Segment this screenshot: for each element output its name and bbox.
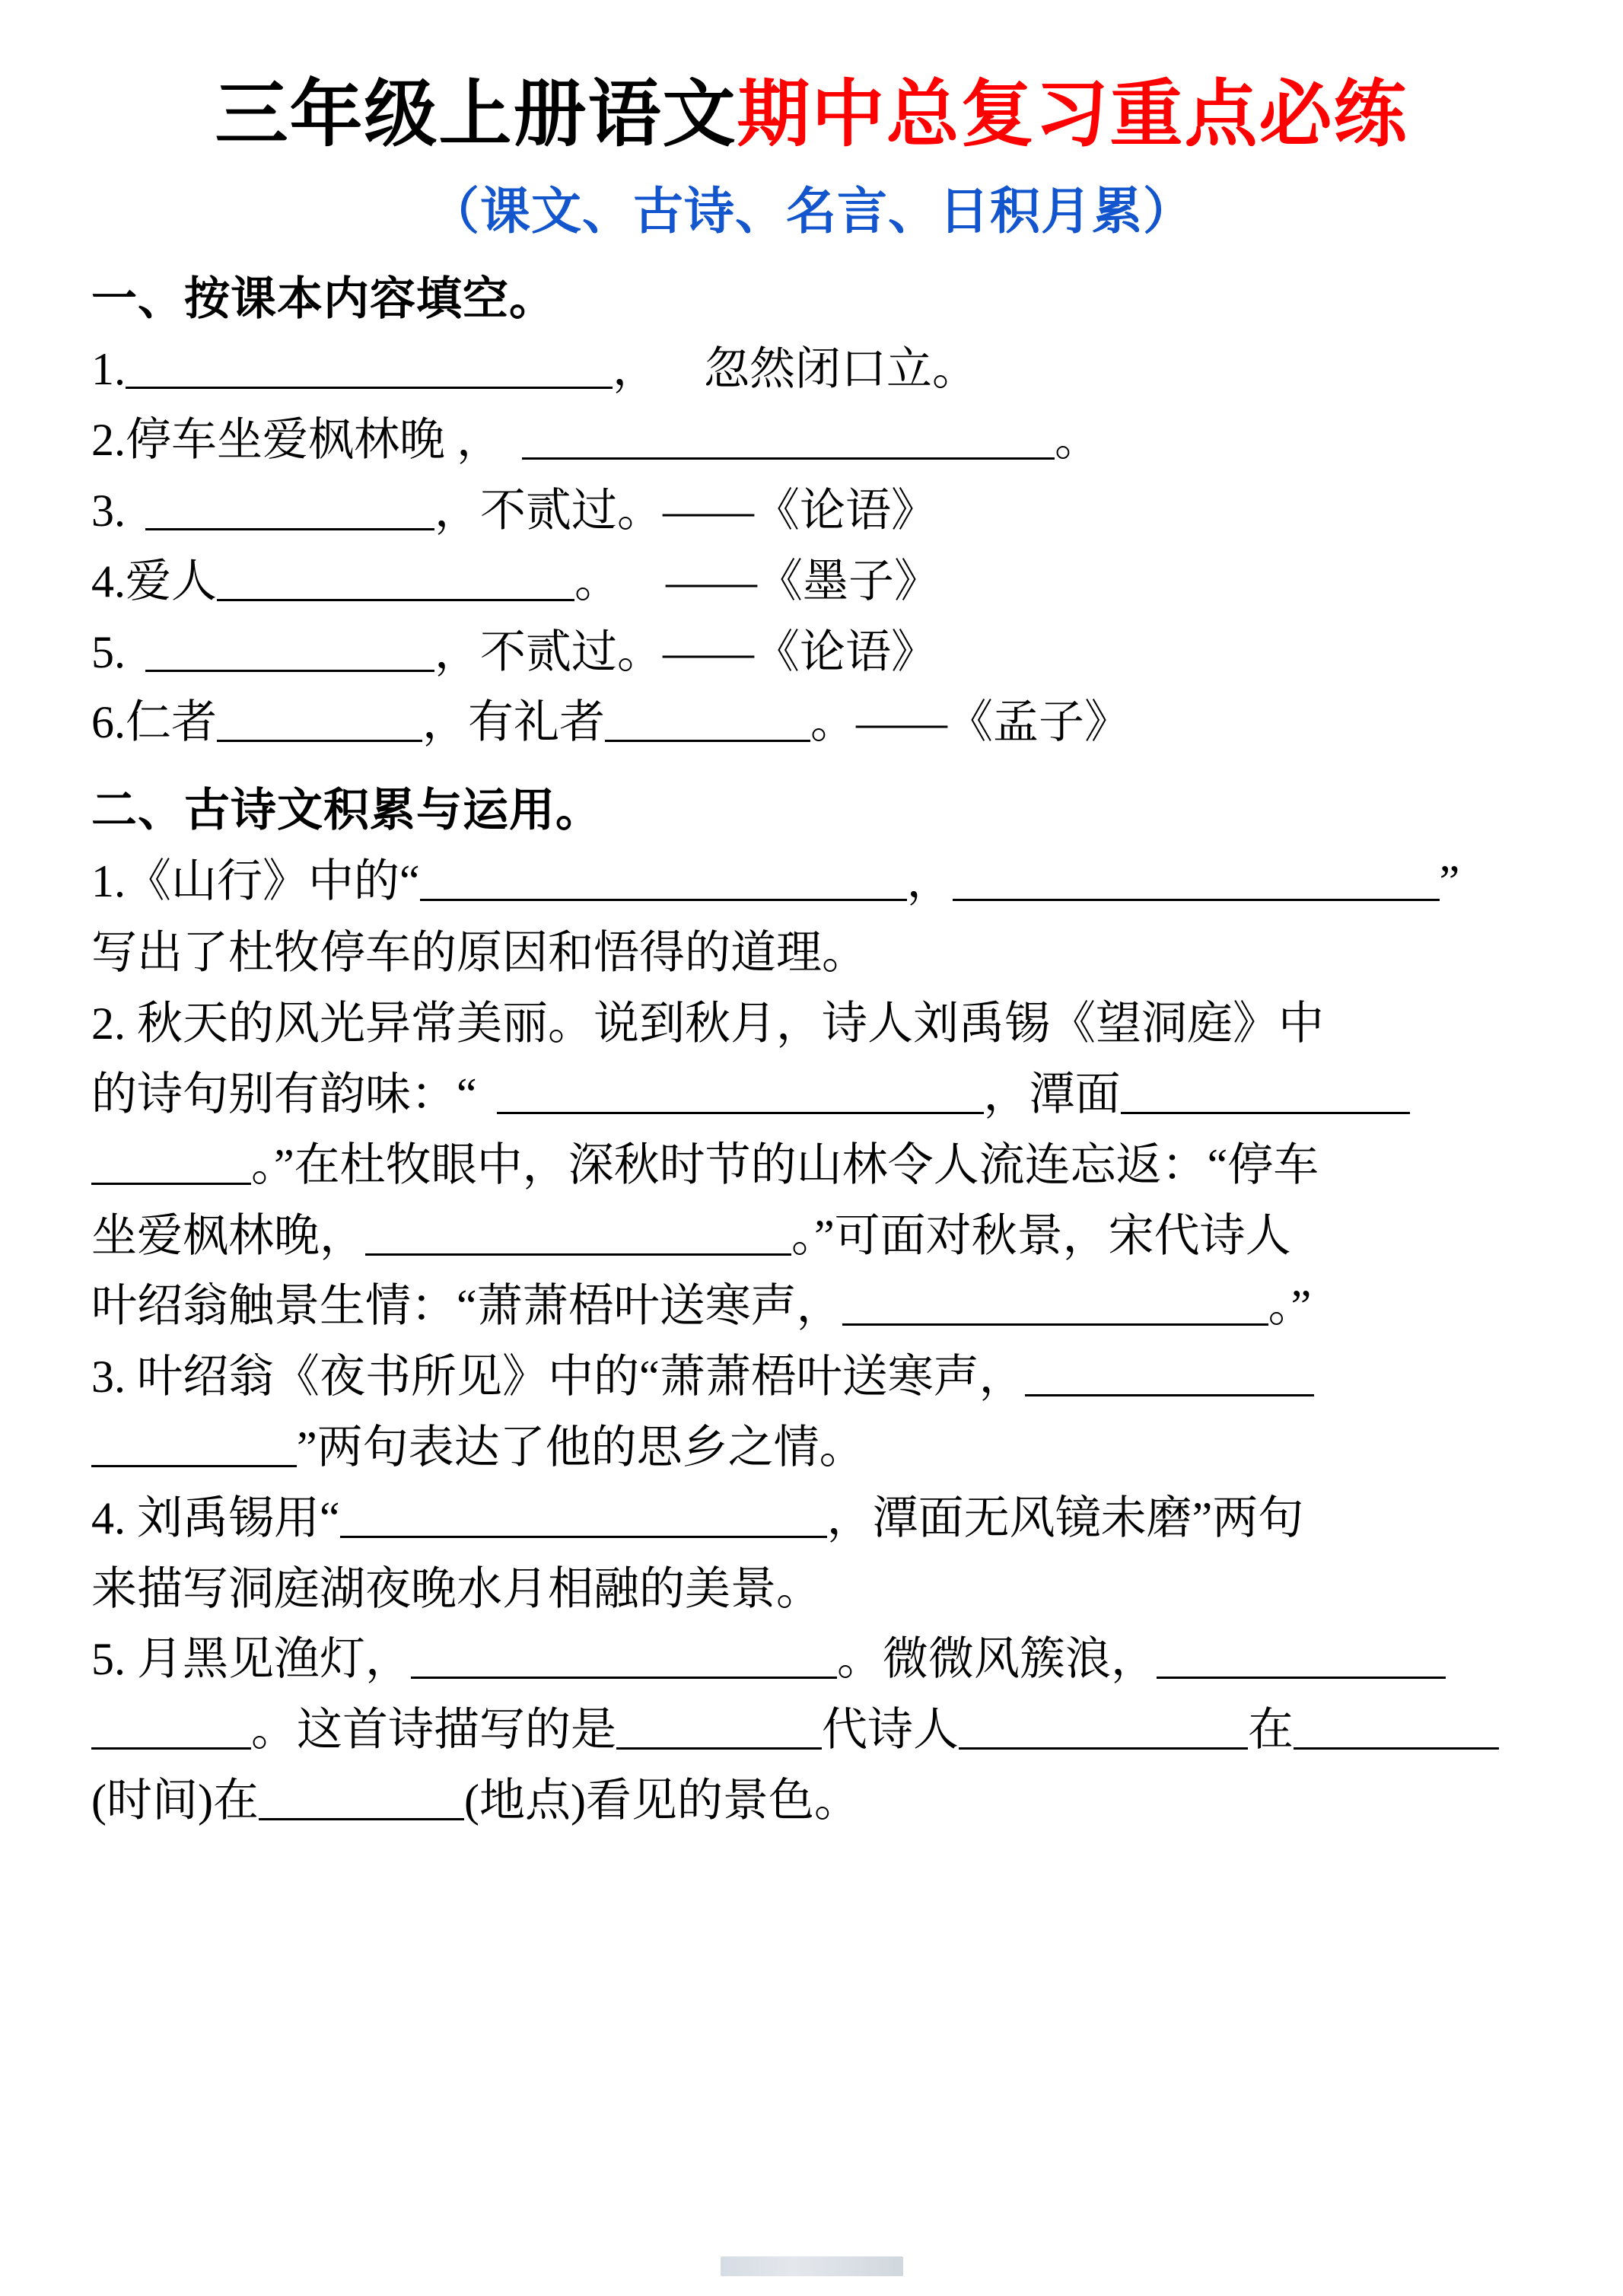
q5-l2c: 在 [1248, 1705, 1294, 1756]
q1-tail: ” [1439, 856, 1460, 907]
title-red-text: 期中总复习重点必练 [737, 74, 1408, 155]
q5-l3b: (地点)看见的景色。 [463, 1775, 860, 1826]
answer-blank[interactable] [605, 700, 810, 742]
q5-l3a: (时间)在 [91, 1775, 259, 1826]
answer-blank[interactable] [91, 1425, 297, 1467]
answer-blank[interactable] [411, 1637, 837, 1679]
q5-l1a: 5. 月黑见渔灯， [91, 1634, 411, 1685]
q2-l5a: 叶绍翁触景生情：“萧萧梧叶送寒声， [91, 1281, 842, 1332]
q5-l2a: 。这首诗描写的是 [251, 1705, 616, 1756]
q2-line-3 [91, 1134, 1532, 1197]
item-number: 6. [91, 697, 126, 748]
q5-line-1 [91, 1628, 1532, 1691]
item-text-c: 。——《孟子》 [810, 697, 1130, 748]
answer-blank[interactable] [145, 630, 434, 672]
item-text-c: 忽然闭口立。 [704, 344, 978, 395]
question-1-3 [91, 479, 1532, 543]
answer-blank[interactable] [365, 1214, 791, 1256]
q3-line-2 [91, 1416, 1532, 1479]
item-number: 2. [91, 415, 126, 466]
item-text-c: ——《墨子》 [666, 556, 940, 607]
answer-blank[interactable] [145, 489, 434, 530]
question-1-5 [91, 621, 1532, 684]
answer-blank[interactable] [959, 1708, 1248, 1750]
page-subtitle: （课文、古诗、名言、日积月累） [429, 184, 1194, 240]
question-1-6 [91, 691, 1532, 754]
item-number: 5. [91, 626, 126, 677]
item-text-a: 仁者 [126, 697, 217, 748]
q2-l2a: 的诗句别有韵味：“ [91, 1068, 477, 1119]
q1-mid: ， [906, 856, 953, 907]
q2-line-2 [91, 1063, 1532, 1126]
q2-line-5 [91, 1275, 1532, 1338]
answer-blank[interactable] [953, 859, 1440, 901]
q5-l2b: 代诗人 [822, 1705, 959, 1756]
item-number: 3. [91, 485, 126, 536]
item-text-b: ，不贰过。——《论语》 [434, 626, 937, 677]
answer-blank[interactable] [91, 1143, 251, 1185]
q4-l1a: 4. 刘禹锡用“ [91, 1492, 340, 1543]
question-2-1 [91, 849, 1532, 985]
q2-line-4 [91, 1205, 1532, 1268]
q2-l2b: ，潭面 [983, 1068, 1121, 1119]
q1-lead: 1.《山行》中的“ [91, 856, 420, 907]
q3-l1: 3. 叶绍翁《夜书所见》中的“萧萧梧叶送寒声， [91, 1352, 1025, 1403]
page-title [91, 73, 1532, 157]
title-black-text: 三年级上册语文 [215, 74, 737, 155]
q5-line-2 [91, 1699, 1532, 1762]
q5-line-3 [91, 1769, 1532, 1833]
item-text-a: 爱人 [126, 556, 217, 607]
q2-l3a: 。”在杜牧眼中，深秋时节的山林令人流连忘返：“停车 [251, 1139, 1319, 1190]
question-2-2 [91, 992, 1532, 1338]
footer-watermark [721, 2256, 903, 2276]
answer-blank[interactable] [522, 418, 1055, 460]
q3-line-1 [91, 1345, 1532, 1409]
q4-line-2: 来描写洞庭湖夜晚水月相融的美景。 [91, 1563, 822, 1614]
answer-blank[interactable] [91, 1708, 251, 1750]
answer-blank[interactable] [126, 347, 613, 389]
question-2-5 [91, 1628, 1532, 1832]
q2-l4b: 。”可面对秋景，宋代诗人 [791, 1210, 1291, 1261]
answer-blank[interactable] [1025, 1355, 1314, 1396]
question-2-3 [91, 1345, 1532, 1479]
answer-blank[interactable] [217, 700, 422, 742]
question-1-1 [91, 338, 1532, 401]
answer-blank[interactable] [217, 559, 574, 601]
answer-blank[interactable] [1294, 1708, 1499, 1750]
q1-line2: 写出了杜牧停车的原因和悟得的道理。 [91, 928, 867, 979]
item-text-b: ，不贰过。——《论语》 [434, 485, 937, 536]
item-text-b: ，有礼者 [422, 697, 605, 748]
answer-blank[interactable] [1157, 1637, 1446, 1679]
item-text-c: 。 [1055, 415, 1100, 466]
answer-blank[interactable] [497, 1072, 984, 1114]
q5-l1b: 。微微风簇浪， [837, 1634, 1157, 1685]
item-text-b: ， [613, 344, 658, 395]
q2-line-1: 2. 秋天的风光异常美丽。说到秋月，诗人刘禹锡《望洞庭》中 [91, 998, 1324, 1049]
answer-blank[interactable] [616, 1708, 822, 1750]
item-text-b: 。 [574, 556, 620, 607]
answer-blank[interactable] [420, 859, 907, 901]
question-1-4 [91, 550, 1532, 613]
answer-blank[interactable] [842, 1284, 1268, 1326]
question-2-4 [91, 1487, 1532, 1621]
item-number: 1. [91, 344, 126, 395]
section-1-heading: 一、按课本内容填空。 [91, 274, 555, 325]
q4-l1b: ，潭面无风镜未磨”两句 [826, 1492, 1304, 1543]
q2-l4a: 坐爱枫林晚， [91, 1210, 365, 1261]
answer-blank[interactable] [259, 1779, 464, 1820]
q2-l5b: 。” [1268, 1281, 1312, 1332]
q3-l2: ”两句表达了他的思乡之情。 [297, 1422, 865, 1473]
answer-blank[interactable] [1121, 1072, 1410, 1114]
item-number: 4. [91, 556, 126, 607]
question-1-2 [91, 409, 1532, 472]
answer-blank[interactable] [340, 1496, 827, 1538]
item-text-a: 停车坐爱枫林晚 ， [126, 415, 502, 466]
q4-line-1 [91, 1487, 1532, 1550]
section-2-heading: 二、古诗文积累与运用。 [91, 785, 602, 836]
